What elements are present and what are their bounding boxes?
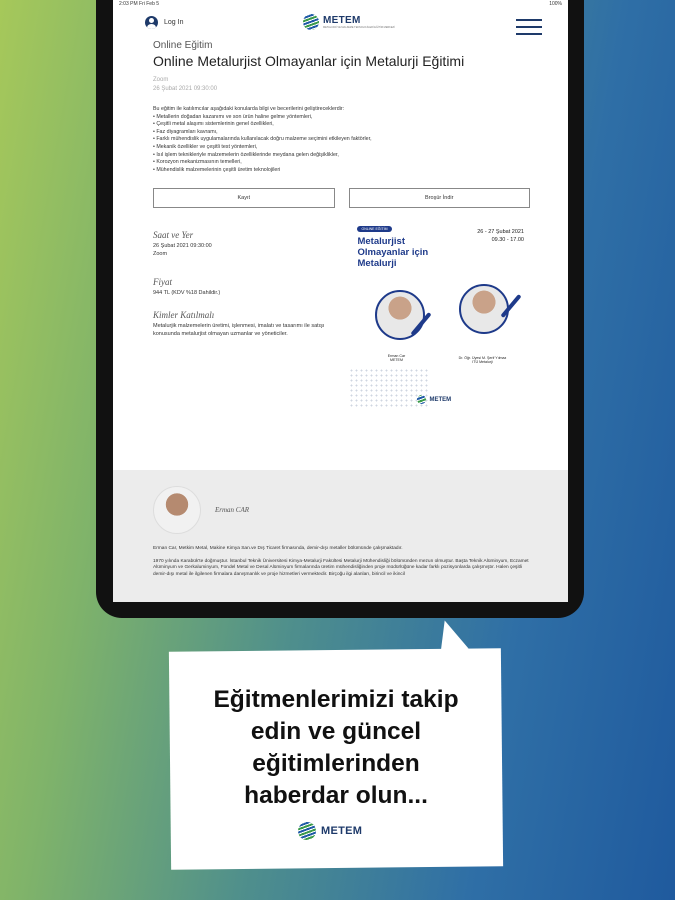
- download-brochure-button[interactable]: Broşür İndir: [349, 188, 531, 208]
- register-button[interactable]: Kayıt: [153, 188, 335, 208]
- poster-tag: ONLINE EĞİTİM: [357, 226, 391, 232]
- tagline-line: Eğitmenlerimizi takip: [213, 686, 459, 713]
- speaker2-name: Dr. Öğr. Üyesi M. Şerif Yılmaz ITÜ Metalurji: [458, 356, 507, 365]
- tagline-line: haberdar olun...: [244, 782, 428, 809]
- site-logo[interactable]: [303, 14, 395, 30]
- poster-footer-logo: METEM: [417, 395, 451, 404]
- status-time: 2:03 PM Fri Feb 5: [119, 1, 160, 7]
- instructor-avatar: [153, 486, 201, 534]
- audience-text: Metalurjik malzemelerin üretimi, işlenmesi, imalatı ve tasarımı ile satışı konusunda metalurjist olmayan uzmanlar ve yöneticiler.: [153, 322, 325, 337]
- audience-heading: Kimler Katılmalı: [153, 309, 215, 320]
- speaker2-photo: [459, 284, 509, 334]
- bio-paragraph: 1970 yılında Karabük'te doğmuştur. İstanbul Teknik Üniversitesi Kimya-Metalurji Fakültesi Metalurji Mühendisliği bölümünden mezun olmuştur. Başta Teknik Alüminyum, Eczamet Alüminyum ve Gerkaluminyum, Fondel Metal ve Desal Alüminyum firmalarında üretim mühendisliğinden proje müdürlüğüne kadar farklı pozisyonlarda çalışmıştır. Halen çeşitli demir-dışı metal ile ilgilenen firmalara danışmanlık ve proje hizmetleri vermektedir. Birçoğu ilgi alanları, birincil ve ikincil: [153, 558, 529, 577]
- promo-logo-text: METEM: [321, 825, 363, 837]
- poster-title-line: Olmayanlar için: [357, 247, 429, 259]
- time-place-info: [153, 243, 341, 259]
- description-line: Bu eğitim ile katılımcılar aşağıdaki konularda bilgi ve becerilerini geliştireceklerdir:: [153, 106, 345, 112]
- app-screen: [113, 0, 568, 602]
- description-line: • Çeşitli metal alaşımı sistemlerinin genel özellikleri,: [153, 121, 274, 128]
- logo-text: METEM: [323, 15, 361, 26]
- promo-tagline: [170, 684, 502, 812]
- globe-logo-icon: [303, 14, 319, 30]
- tagline-line: edin ve güncel: [250, 718, 422, 745]
- description-line: • Faz diyagramları kavramı,: [153, 128, 218, 135]
- login-button[interactable]: [145, 16, 183, 29]
- course-category: Online Eğitim: [153, 40, 213, 51]
- globe-logo-icon: [298, 822, 316, 840]
- globe-logo-icon: [417, 395, 426, 404]
- instructor-bio: [153, 546, 533, 578]
- poster-date-line: 26 - 27 Şubat 2021: [477, 229, 524, 236]
- course-location: Zoom: [153, 77, 169, 83]
- description-line: • Isıl işlem teknikleriyle malzemelerin özelliklerinde meydana gelen değişiklikler,: [153, 151, 339, 158]
- time-place-heading: Saat ve Yer: [153, 230, 194, 241]
- price-value: 944 TL (KDV %18 Dahildir.): [153, 289, 221, 296]
- poster-title-line: Metalurjist: [357, 236, 405, 248]
- instructor-card: [153, 486, 249, 534]
- poster-title-line: Metalurji: [357, 258, 397, 270]
- description-line: • Mekanik özellikler ve çeşitli test yöntemleri,: [153, 143, 258, 150]
- status-bar: [113, 0, 568, 8]
- description-line: • Mühendislik malzemelerinin çeşitli üretim teknolojileri: [153, 166, 281, 173]
- description-line: • Metallerin doğadan kazanımı ve son ürün haline gelme yöntemleri,: [153, 113, 313, 120]
- course-details: [153, 222, 530, 408]
- speaker1-name: Erman Car METEM: [387, 354, 406, 363]
- poster-title: [357, 236, 428, 269]
- price-heading: Fiyat: [153, 276, 172, 287]
- instructor-name: Erman CAR: [215, 506, 250, 514]
- poster-date: [477, 228, 524, 244]
- hamburger-menu-icon[interactable]: [516, 19, 542, 40]
- description-line: • Korozyon mekanizmasının temelleri,: [153, 159, 242, 166]
- login-label: Log In: [164, 19, 184, 26]
- top-nav: [113, 8, 568, 38]
- course-datetime: 26 Şubat 2021 09:30:00: [153, 86, 218, 92]
- logo-subtext: METALURJİ VE MALZEME TEKNOLOJİLERİ EĞİTİM MERKEZİ: [323, 26, 395, 29]
- time-place-location: Zoom: [153, 251, 168, 258]
- action-buttons: [153, 188, 530, 208]
- course-content: [113, 40, 568, 408]
- course-title: Online Metalurjist Olmayanlar için Metalurji Eğitimi: [153, 53, 465, 69]
- details-left: [153, 222, 341, 408]
- bio-paragraph: Erman Car, Metkim Metal, Makine Kimya San.ve Dış Ticaret firmasında, demir-dışı metaller bölümünde çalışmaktadır.: [153, 546, 403, 551]
- speaker1-photo: [375, 290, 425, 340]
- time-place-date: 26 Şubat 2021 09:30:00: [153, 243, 212, 250]
- promo-logo: [298, 822, 362, 840]
- poster-time-line: 09.30 - 17.00: [491, 237, 524, 244]
- user-icon: [145, 16, 158, 29]
- tagline-line: eğitimlerinden: [252, 750, 420, 777]
- course-poster: [349, 222, 530, 408]
- course-description: [153, 106, 530, 174]
- battery-status: 100%: [549, 1, 562, 7]
- instructor-section: [113, 470, 568, 602]
- description-line: • Farklı mühendislik uygulamalarında kullanılacak doğru malzeme seçimini etkileyen faktörler,: [153, 136, 372, 143]
